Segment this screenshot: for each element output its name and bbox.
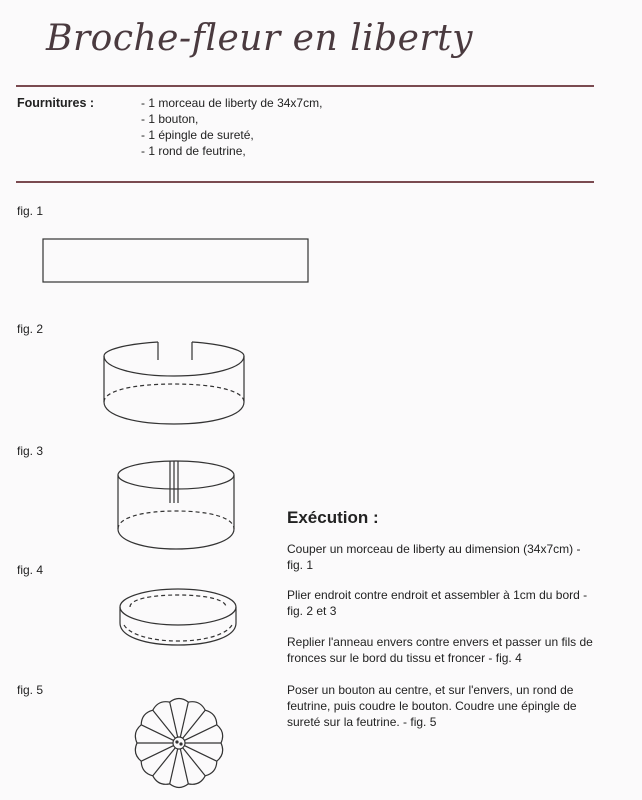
- supplies-label: Fournitures :: [17, 96, 95, 110]
- top-divider: [16, 85, 594, 87]
- petal-fold-line: [141, 725, 173, 741]
- execution-step-1: Couper un morceau de liberty au dimension (34x7cm) - fig. 1: [287, 542, 581, 572]
- petal-fold-line: [184, 725, 216, 741]
- fig-1-label: fig. 1: [17, 204, 44, 218]
- supply-item: - 1 bouton,: [141, 112, 199, 126]
- supply-item: - 1 morceau de liberty de 34x7cm,: [141, 96, 323, 110]
- flower-rosette-illustration: [133, 697, 225, 789]
- execution-step-4: Poser un bouton au centre, et sur l'envers, un rond de feutrine, puis coudre le bouton. Coudre une épingle de sureté sur la feutrine. - fig. 5: [287, 683, 577, 729]
- fig-3-label: fig. 3: [17, 444, 44, 458]
- open-ring-illustration: [100, 338, 248, 428]
- fig-2-label: fig. 2: [17, 322, 44, 336]
- fig-4-label: fig. 4: [17, 563, 44, 577]
- petal-fold-line: [141, 746, 173, 762]
- page-title: Broche-fleur en liberty: [46, 18, 473, 59]
- execution-step-3: Replier l'anneau envers contre envers et passer un fils de fronces sur le bord du tissu et froncer - fig. 4: [287, 635, 593, 665]
- supply-item: - 1 rond de feutrine,: [141, 144, 246, 158]
- supplies-list: [141, 95, 322, 159]
- execution-step-2: Plier endroit contre endroit et assembler à 1cm du bord - fig. 2 et 3: [287, 588, 588, 618]
- gathered-ring-illustration: [118, 585, 240, 649]
- supply-item: - 1 épingle de sureté,: [141, 128, 254, 142]
- closed-ring-illustration: [116, 455, 238, 555]
- petal-fold-line: [184, 746, 216, 762]
- bottom-divider: [16, 181, 594, 183]
- fabric-strip-illustration: [42, 238, 310, 284]
- execution-title: Exécution :: [287, 508, 379, 527]
- fig-5-label: fig. 5: [17, 683, 44, 697]
